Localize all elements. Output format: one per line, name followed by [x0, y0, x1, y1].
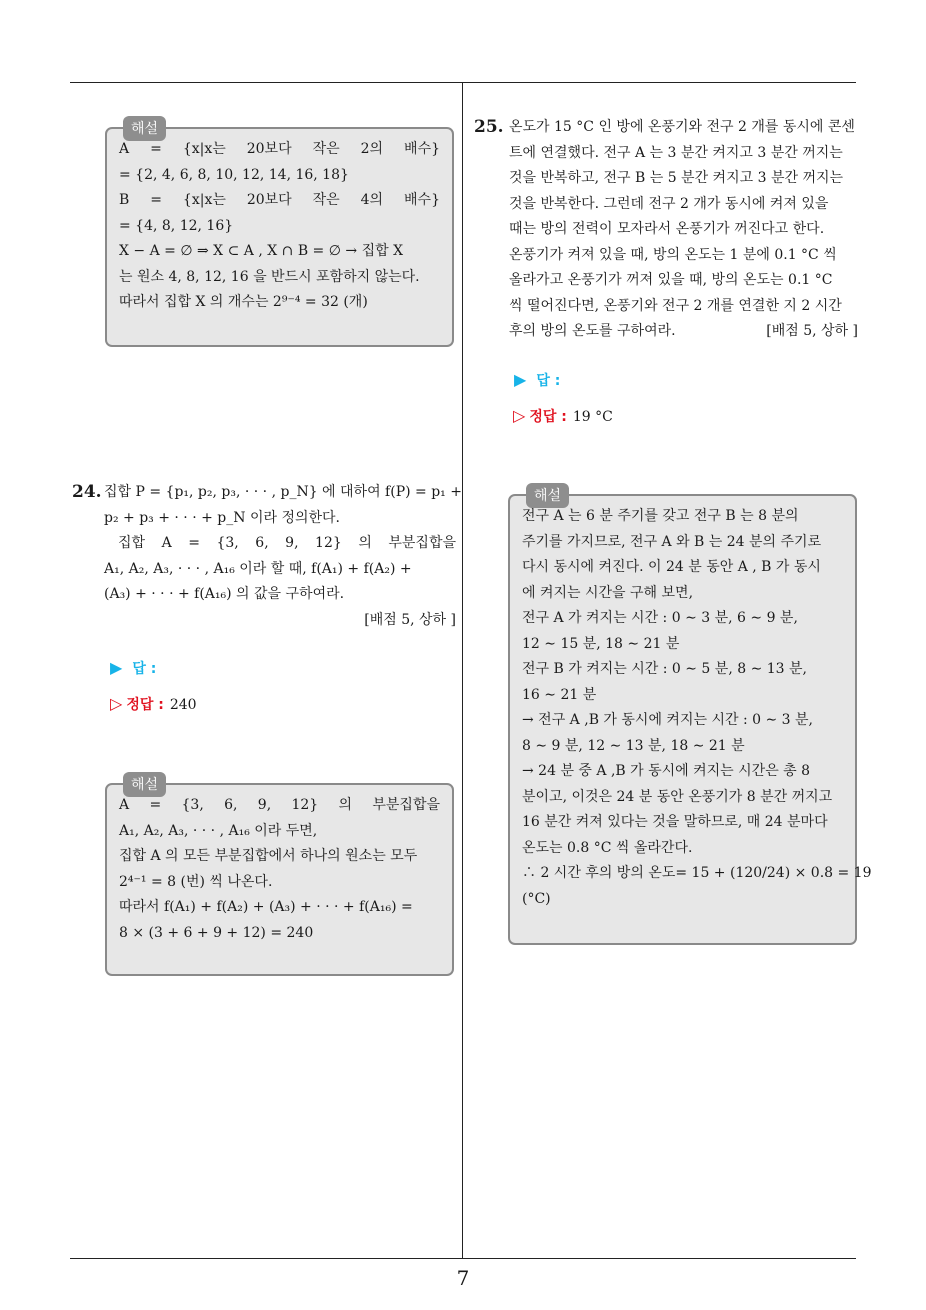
solution-line: 다시 동시에 켜진다. 이 24 분 동안 A , B 가 동시	[522, 559, 821, 575]
problem-24	[72, 480, 462, 633]
answer-line-25	[514, 370, 560, 390]
solution-line: 12 ∼ 15 분, 18 ∼ 21 분	[522, 635, 680, 652]
problem-line: 트에 연결했다. 전구 A 는 3 분간 켜지고 3 분간 꺼지는	[509, 144, 843, 161]
solution-line: 8 × (3 + 6 + 9 + 12) = 240	[119, 924, 314, 941]
solution-line: B = {x|x는 20보다 작은 4의 배수}	[119, 192, 440, 208]
solution-box-25	[508, 488, 872, 945]
problem-line: 때는 방의 전력이 모자라서 온풍기가 꺼진다고 한다.	[509, 221, 825, 237]
problem-line: A₁, A₂, A₃, · · · , A₁₆ 이라 할 때, f(A₁) + f(A₂) +	[104, 560, 412, 577]
answer-triangle-icon: ▶	[110, 658, 123, 677]
problem-number: 24.	[72, 482, 102, 502]
solution-line: 2⁴⁻¹ = 8 (번) 씩 나온다.	[119, 873, 273, 890]
problem-line: 씩 떨어진다면, 온풍기와 전구 2 개를 연결한 지 2 시간	[509, 297, 842, 314]
solution-line: 집합 A 의 모든 부분집합에서 하나의 원소는 모두	[119, 848, 418, 864]
solution-line: 온도는 0.8 °C 씩 올라간다.	[522, 839, 693, 856]
problem-line: 것을 반복한다. 그런데 전구 2 개가 동시에 켜져 있을	[509, 195, 829, 212]
solution-line: = {4, 8, 12, 16}	[119, 217, 234, 234]
answer-label: 답 :	[536, 373, 561, 389]
correct-triangle-icon: ▷	[513, 406, 526, 425]
solution-line: 분이고, 이것은 24 분 동안 온풍기가 8 분간 꺼지고	[522, 788, 833, 805]
solution-line: 따라서 집합 X 의 개수는 2⁹⁻⁴ = 32 (개)	[119, 294, 368, 310]
answer-label: 답 :	[132, 661, 157, 677]
page-number: 7	[456, 1266, 470, 1290]
solution-line: (°C)	[522, 890, 551, 907]
correct-answer-25	[513, 406, 613, 426]
solution-line: ∴ 2 시간 후의 방의 온도= 15 + (120/24) × 0.8 = 19	[522, 865, 872, 881]
top-rule	[70, 82, 856, 83]
correct-value: 19 °C	[572, 409, 613, 425]
solution-tag: 해설	[123, 116, 166, 141]
problem-line: 집합 P = {p₁, p₂, p₃, · · · , p_N} 에 대하여 f(P) = p₁ +	[104, 484, 462, 500]
problem-line: 후의 방의 온도를 구하여라.	[509, 323, 676, 339]
problem-line: 집합 A = {3, 6, 9, 12} 의 부분집합을	[118, 535, 456, 551]
solution-box-23	[105, 121, 454, 347]
solution-line: 16 분간 켜져 있다는 것을 말하므로, 매 24 분마다	[522, 814, 828, 830]
solution-line: 전구 A 는 6 분 주기를 갖고 전구 B 는 8 분의	[522, 508, 799, 524]
solution-line: 16 ∼ 21 분	[522, 686, 597, 703]
solution-line: 전구 B 가 켜지는 시간 : 0 ∼ 5 분, 8 ∼ 13 분,	[522, 661, 807, 677]
correct-value: 240	[169, 697, 197, 713]
solution-line: 에 켜지는 시간을 구해 보면,	[522, 584, 694, 601]
correct-answer-24	[110, 694, 197, 714]
solution-line: 8 ∼ 9 분, 12 ∼ 13 분, 18 ∼ 21 분	[522, 737, 745, 754]
solution-line: X − A = ∅ ⇒ X ⊂ A , X ∩ B = ∅ → 집합 X	[119, 243, 404, 259]
solution-tag: 해설	[526, 483, 569, 508]
problem-line: 올라가고 온풍기가 꺼져 있을 때, 방의 온도는 0.1 °C	[509, 272, 833, 288]
solution-line: A = {3, 6, 9, 12} 의 부분집합을	[119, 797, 440, 813]
solution-line: 따라서 f(A₁) + f(A₂) + (A₃) + · · · + f(A₁₆) =	[119, 899, 413, 915]
correct-label: 정답 :	[529, 409, 567, 425]
problem-line: p₂ + p₃ + · · · + p_N 이라 정의한다.	[104, 509, 340, 526]
problem-number: 25.	[474, 117, 504, 137]
correct-label: 정답 :	[126, 697, 164, 713]
answer-line-24	[110, 658, 156, 678]
problem-score: [배점 5, 상하 ]	[364, 611, 456, 628]
problem-score: [배점 5, 상하 ]	[766, 323, 858, 339]
problem-line: 온도가 15 °C 인 방에 온풍기와 전구 2 개를 동시에 콘센	[509, 119, 855, 135]
problem-25	[474, 115, 858, 345]
solution-line: 는 원소 4, 8, 12, 16 을 반드시 포함하지 않는다.	[119, 268, 420, 285]
column-divider	[462, 83, 463, 1259]
problem-last-line	[509, 319, 858, 345]
solution-line: = {2, 4, 6, 8, 10, 12, 14, 16, 18}	[119, 166, 349, 183]
answer-triangle-icon: ▶	[514, 370, 527, 389]
problem-line: (A₃) + · · · + f(A₁₆) 의 값을 구하여라.	[104, 586, 345, 602]
solution-line: 전구 A 가 켜지는 시간 : 0 ∼ 3 분, 6 ∼ 9 분,	[522, 610, 798, 626]
solution-line: A = {x|x는 20보다 작은 2의 배수}	[119, 141, 440, 157]
solution-line: → 전구 A ,B 가 동시에 켜지는 시간 : 0 ∼ 3 분,	[522, 712, 813, 728]
solution-line: 주기를 가지므로, 전구 A 와 B 는 24 분의 주기로	[522, 533, 822, 550]
problem-line: 것을 반복하고, 전구 B 는 5 분간 켜지고 3 분간 꺼지는	[509, 170, 844, 186]
problem-line: 온풍기가 켜져 있을 때, 방의 온도는 1 분에 0.1 °C 씩	[509, 246, 837, 263]
correct-triangle-icon: ▷	[110, 694, 123, 713]
solution-line: A₁, A₂, A₃, · · · , A₁₆ 이라 두면,	[119, 822, 318, 839]
solution-line: → 24 분 중 A ,B 가 동시에 켜지는 시간은 총 8	[522, 763, 811, 779]
solution-tag: 해설	[123, 772, 166, 797]
solution-box-24	[105, 777, 454, 976]
bottom-rule	[70, 1258, 856, 1259]
